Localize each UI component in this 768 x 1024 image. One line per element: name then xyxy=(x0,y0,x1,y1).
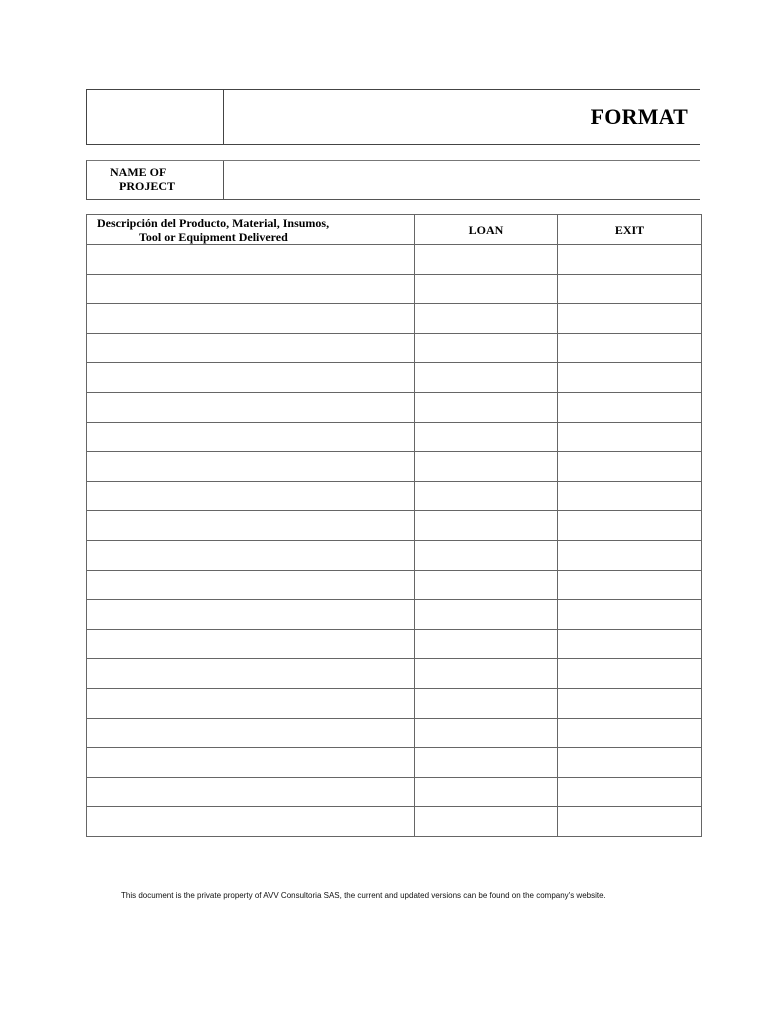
loan-cell[interactable] xyxy=(415,452,558,482)
exit-cell[interactable] xyxy=(558,333,702,363)
document-header xyxy=(86,89,700,145)
description-cell[interactable] xyxy=(87,600,415,630)
table-row xyxy=(87,511,702,541)
description-cell[interactable] xyxy=(87,392,415,422)
description-cell[interactable] xyxy=(87,570,415,600)
project-label-line2: PROJECT xyxy=(119,179,176,193)
loan-cell[interactable] xyxy=(415,304,558,334)
exit-column-header: EXIT xyxy=(558,215,702,245)
description-header-line1: Descripción del Producto, Material, Insumos, xyxy=(97,215,330,230)
exit-cell[interactable] xyxy=(558,629,702,659)
exit-cell[interactable] xyxy=(558,659,702,689)
description-cell[interactable] xyxy=(87,777,415,807)
loan-column-header: LOAN xyxy=(415,215,558,245)
description-cell[interactable] xyxy=(87,245,415,275)
exit-cell[interactable] xyxy=(558,481,702,511)
loan-cell[interactable] xyxy=(415,629,558,659)
exit-cell[interactable] xyxy=(558,718,702,748)
description-cell[interactable] xyxy=(87,333,415,363)
exit-cell[interactable] xyxy=(558,807,702,837)
table-row xyxy=(87,422,702,452)
loan-cell[interactable] xyxy=(415,363,558,393)
description-cell[interactable] xyxy=(87,481,415,511)
exit-cell[interactable] xyxy=(558,600,702,630)
description-cell[interactable] xyxy=(87,718,415,748)
description-cell[interactable] xyxy=(87,688,415,718)
exit-cell[interactable] xyxy=(558,304,702,334)
project-name-row xyxy=(86,160,700,200)
table-row xyxy=(87,600,702,630)
description-cell[interactable] xyxy=(87,511,415,541)
table-row xyxy=(87,363,702,393)
exit-cell[interactable] xyxy=(558,748,702,778)
description-cell[interactable] xyxy=(87,807,415,837)
loan-cell[interactable] xyxy=(415,807,558,837)
table-body xyxy=(87,245,702,837)
logo-cell xyxy=(87,90,224,144)
table-row xyxy=(87,304,702,334)
table-row xyxy=(87,333,702,363)
description-cell[interactable] xyxy=(87,452,415,482)
loan-cell[interactable] xyxy=(415,600,558,630)
project-label-line1: NAME OF xyxy=(110,165,167,179)
footer-note: This document is the private property of AVV Consultoria SAS, the current and updated versions can be found on the company's website. xyxy=(121,891,606,900)
loan-cell[interactable] xyxy=(415,777,558,807)
loan-cell[interactable] xyxy=(415,511,558,541)
loan-cell[interactable] xyxy=(415,688,558,718)
table-row xyxy=(87,807,702,837)
exit-cell[interactable] xyxy=(558,777,702,807)
loan-cell[interactable] xyxy=(415,748,558,778)
table-header-row xyxy=(87,215,702,245)
description-cell[interactable] xyxy=(87,274,415,304)
table-row xyxy=(87,392,702,422)
project-name-label xyxy=(87,161,224,199)
table-row xyxy=(87,570,702,600)
exit-cell[interactable] xyxy=(558,422,702,452)
loan-cell[interactable] xyxy=(415,274,558,304)
exit-cell[interactable] xyxy=(558,274,702,304)
description-cell[interactable] xyxy=(87,629,415,659)
loan-cell[interactable] xyxy=(415,422,558,452)
description-header-line2: Tool or Equipment Delivered xyxy=(139,229,288,244)
exit-cell[interactable] xyxy=(558,688,702,718)
exit-cell[interactable] xyxy=(558,392,702,422)
description-column-header xyxy=(87,215,415,245)
exit-cell[interactable] xyxy=(558,511,702,541)
items-table xyxy=(86,214,702,837)
loan-cell[interactable] xyxy=(415,245,558,275)
exit-cell[interactable] xyxy=(558,452,702,482)
loan-cell[interactable] xyxy=(415,570,558,600)
description-cell[interactable] xyxy=(87,363,415,393)
exit-cell[interactable] xyxy=(558,570,702,600)
table-row xyxy=(87,540,702,570)
loan-cell[interactable] xyxy=(415,392,558,422)
table-row xyxy=(87,748,702,778)
description-cell[interactable] xyxy=(87,659,415,689)
table-row xyxy=(87,718,702,748)
table-row xyxy=(87,481,702,511)
loan-cell[interactable] xyxy=(415,481,558,511)
loan-cell[interactable] xyxy=(415,540,558,570)
exit-cell[interactable] xyxy=(558,245,702,275)
document-title: FORMAT xyxy=(590,104,688,129)
loan-cell[interactable] xyxy=(415,333,558,363)
loan-cell[interactable] xyxy=(415,718,558,748)
exit-cell[interactable] xyxy=(558,363,702,393)
table-row xyxy=(87,777,702,807)
table-row xyxy=(87,274,702,304)
description-cell[interactable] xyxy=(87,748,415,778)
table-row xyxy=(87,245,702,275)
description-cell[interactable] xyxy=(87,304,415,334)
table-row xyxy=(87,659,702,689)
table-row xyxy=(87,452,702,482)
table-row xyxy=(87,688,702,718)
table-row xyxy=(87,629,702,659)
description-cell[interactable] xyxy=(87,540,415,570)
description-cell[interactable] xyxy=(87,422,415,452)
exit-cell[interactable] xyxy=(558,540,702,570)
loan-cell[interactable] xyxy=(415,659,558,689)
